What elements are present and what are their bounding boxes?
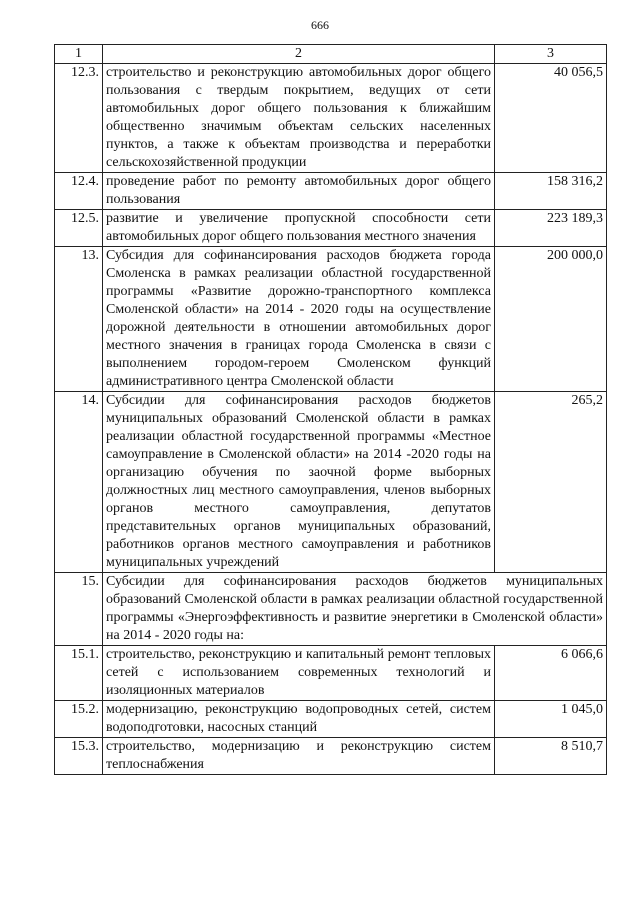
header-col-3: 3 bbox=[495, 45, 607, 64]
table-row bbox=[55, 392, 607, 573]
row-description: Субсидия для софинансирования расходов бюджета города Смоленска в рамках реализации областной государственной программы «Развитие дорожно-транспортного комплекса Смоленской области» на 2014 - 2020 годы на осуществление дорожной деятельности в отношении автомобильных дорог местного значения в границах города Смоленска в связи с выполнением городом-героем Смоленском функций административного центра Смоленской области bbox=[103, 247, 495, 392]
row-amount: 40 056,5 bbox=[495, 64, 607, 173]
table-row bbox=[55, 646, 607, 701]
table-header-row bbox=[55, 45, 607, 64]
table-row bbox=[55, 64, 607, 173]
budget-table bbox=[54, 44, 607, 775]
row-number: 12.4. bbox=[55, 173, 103, 210]
table-row bbox=[55, 247, 607, 392]
row-description: строительство и реконструкцию автомобильных дорог общего пользования с твердым покрытием, ведущих от сети автомобильных дорог общего пользования к ближайшим общественно значимым объектам сельских населенных пунктов, а также к объектам производства и переработки сельскохозяйственной продукции bbox=[103, 64, 495, 173]
row-amount: 265,2 bbox=[495, 392, 607, 573]
row-number: 14. bbox=[55, 392, 103, 573]
row-amount: 1 045,0 bbox=[495, 701, 607, 738]
row-amount: 200 000,0 bbox=[495, 247, 607, 392]
table-row bbox=[55, 738, 607, 775]
row-number: 12.3. bbox=[55, 64, 103, 173]
table-row bbox=[55, 173, 607, 210]
row-number: 15.1. bbox=[55, 646, 103, 701]
section-description: Субсидии для софинансирования расходов бюджетов муниципальных образований Смоленской области в рамках реализации областной государственной программы «Энергоэффективность и развитие энергетики в Смоленской области» на 2014 - 2020 годы на: bbox=[103, 573, 607, 646]
header-col-2: 2 bbox=[103, 45, 495, 64]
row-number: 13. bbox=[55, 247, 103, 392]
row-number: 15. bbox=[55, 573, 103, 646]
row-amount: 158 316,2 bbox=[495, 173, 607, 210]
row-amount: 223 189,3 bbox=[495, 210, 607, 247]
row-number: 15.3. bbox=[55, 738, 103, 775]
row-description: строительство, модернизацию и реконструкцию систем теплоснабжения bbox=[103, 738, 495, 775]
row-description: развитие и увеличение пропускной способности сети автомобильных дорог общего пользования местного значения bbox=[103, 210, 495, 247]
row-description: модернизацию, реконструкцию водопроводных сетей, систем водоподготовки, насосных станций bbox=[103, 701, 495, 738]
row-amount: 8 510,7 bbox=[495, 738, 607, 775]
table-row bbox=[55, 210, 607, 247]
table-row bbox=[55, 701, 607, 738]
row-amount: 6 066,6 bbox=[495, 646, 607, 701]
row-description: строительство, реконструкцию и капитальный ремонт тепловых сетей с использованием современных технологий и изоляционных материалов bbox=[103, 646, 495, 701]
page-number: 666 bbox=[311, 18, 329, 32]
row-description: проведение работ по ремонту автомобильных дорог общего пользования bbox=[103, 173, 495, 210]
row-description: Субсидии для софинансирования расходов бюджетов муниципальных образований Смоленской области в рамках реализации областной государственной программы «Местное самоуправление в Смоленской области» на 2014 -2020 годы на организацию обучения по заочной форме выборных должностных лиц местного самоуправления, членов выборных органов местного самоуправления, депутатов представительных органов муниципальных образований, работников органов местного самоуправления и работников муниципальных учреждений bbox=[103, 392, 495, 573]
header-col-1: 1 bbox=[55, 45, 103, 64]
row-number: 15.2. bbox=[55, 701, 103, 738]
row-number: 12.5. bbox=[55, 210, 103, 247]
table-row-section bbox=[55, 573, 607, 646]
